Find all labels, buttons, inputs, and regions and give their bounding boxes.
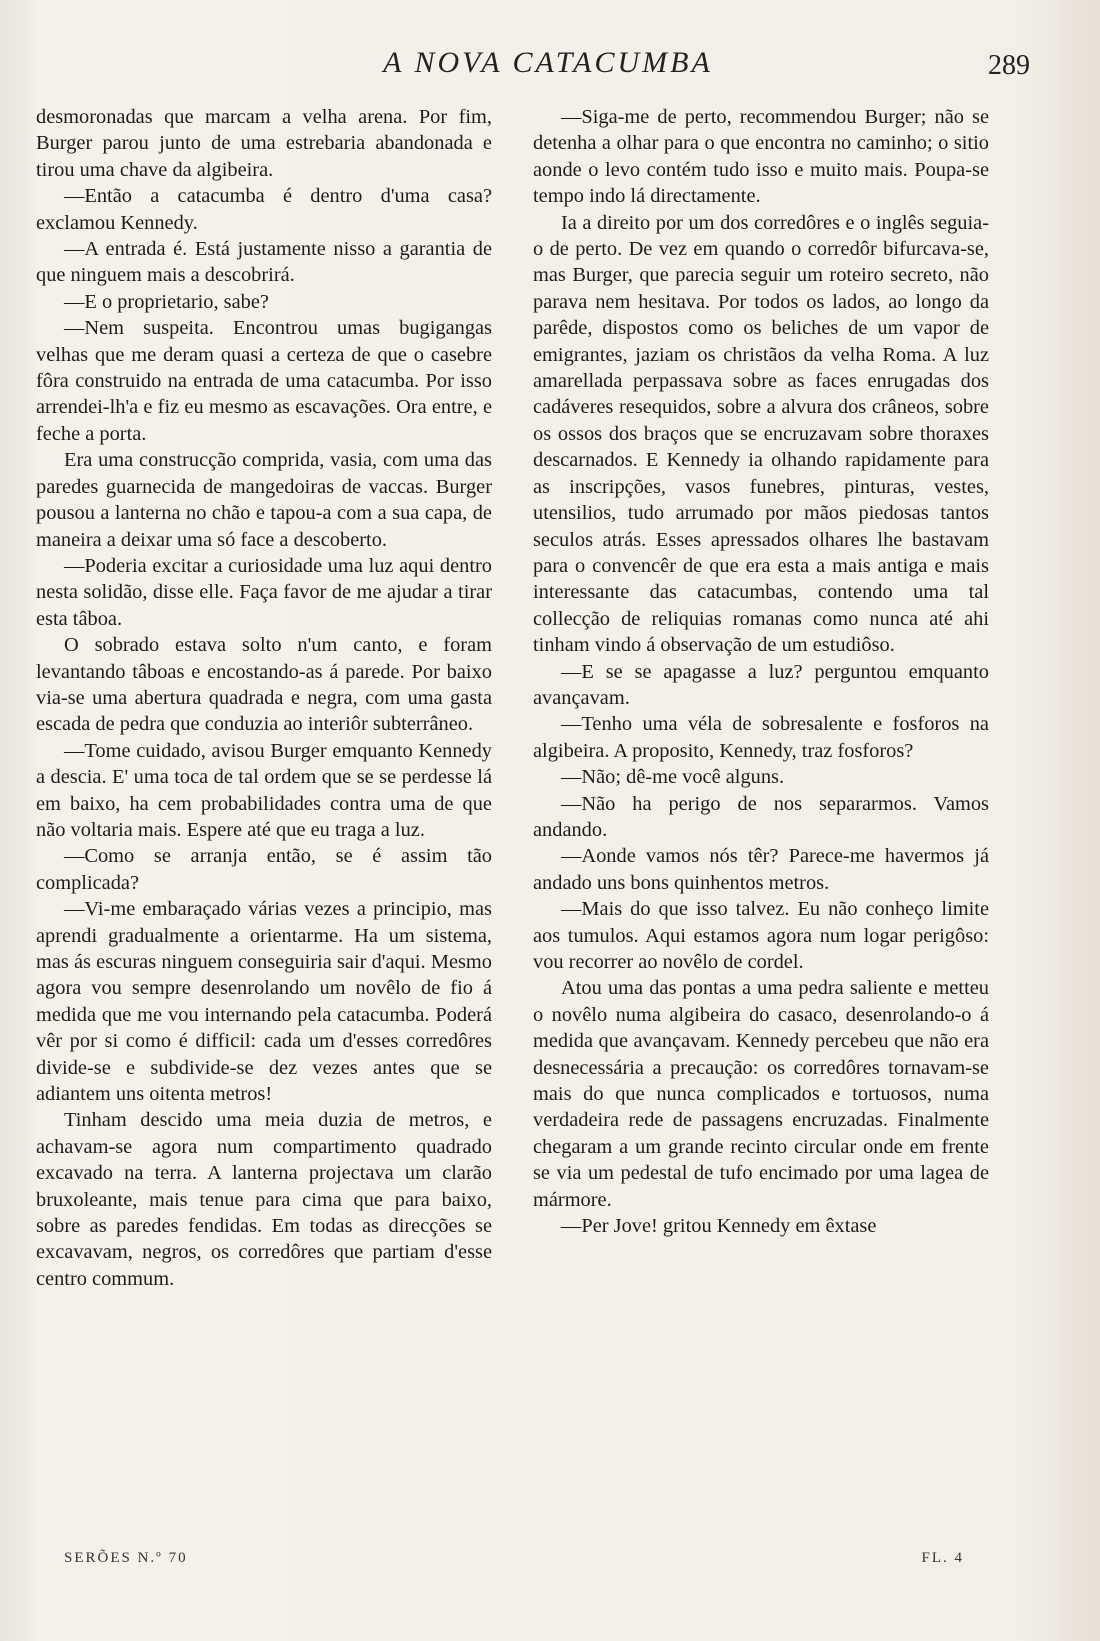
sheet-label: FL. 4 [921,1550,964,1566]
paragraph: Era uma construcção comprida, vasia, com uma das paredes guarnecida de mangedoiras de vaccas. Burger pousou a lanterna no chão e tapou-a com a sua capa, de maneira a deixar uma só face a descoberto. [36,449,492,551]
page-number: 289 [988,50,1030,81]
paragraph: —Vi-me embaraçado várias vezes a principio, mas aprendi gradualmente a orientarme. Ha um sistema, mas ás escuras ninguem conseguiria sair d'aqui. Mesmo agora vou sempre desenrolando um novêlo de fio á medida que me vou internando pela catacumba. Poderá vêr por si como é difficil: cada um d'esses corredôres divide-se e subdivide-se dez vezes antes que se adiantem uns oitenta metros! [36,898,492,1106]
page-header [36,46,1060,90]
paragraph: —Não; dê-me você alguns. [561,766,785,789]
paragraph: desmoronadas que marcam a velha arena. Por fim, Burger parou junto de uma estrebaria abandonada e tirou uma chave da algibeira. [36,106,492,181]
paragraph: —Aonde vamos nós têr? Parece-me havermos já andado uns bons quinhentos metros. [533,845,989,894]
paragraph: —Tome cuidado, avisou Burger emquanto Kennedy a descia. E' uma toca de tal ordem que se se perdesse lá em baixo, ha cem probabilidades contra uma de que não voltaria mais. Espere até que eu traga a luz. [36,739,492,841]
paragraph: —Não ha perigo de nos separarmos. Vamos andando. [533,792,989,841]
paragraph: Atou uma das pontas a uma pedra saliente e metteu o novêlo numa algibeira do casaco, desenrolando-o á medida que avançavam. Kennedy percebeu que não era desnecessária a precaução: os corredôres tornavam-se mais do que nunca complicados e tortuosos, numa verdadeira rede de passagens encruzadas. Finalmente chegaram a um grande recinto circular onde em frente se via um pedestal de tufo encimado por uma lagea de mármore. [533,977,989,1211]
paragraph: —Poderia excitar a curiosidade uma luz aqui dentro nesta solidão, disse elle. Faça favor de me ajudar a tirar esta tâboa. [36,554,492,630]
paragraph: —Como se arranja então, se é assim tão complicada? [36,845,492,894]
paragraph: —Tenho uma véla de sobresalente e fosforos na algibeira. A proposito, Kennedy, traz fosforos? [533,713,989,762]
paragraph: —Então a catacumba é dentro d'uma casa? exclamou Kennedy. [36,185,492,234]
paragraph: —E se se apagasse a luz? perguntou emquanto avançavam. [533,660,989,709]
running-title: A NOVA CATACUMBA [383,46,713,79]
paragraph: —Siga-me de perto, recommendou Burger; não se detenha a olhar para o que encontra no caminho; o sitio aonde o levo contém tudo isso e muito mais. Poupa-se tempo indo lá directamente. [533,106,989,208]
paragraph: —E o proprietario, sabe? [64,290,269,313]
paragraph: —A entrada é. Está justamente nisso a garantia de que ninguem mais a descobrirá. [36,238,492,287]
paragraph: —Nem suspeita. Encontrou umas bugigangas velhas que me deram quasi a certeza de que o casebre fôra construido na entrada de uma catacumba. Por isso arrendei-lh'a e fiz eu mesmo as escavações. Ora entre, e feche a porta. [36,317,492,445]
left-column [36,104,492,1292]
right-column [533,104,989,1239]
paragraph: Tinham descido uma meia duzia de metros, e achavam-se agora num compartimento quadrado excavado na terra. A lanterna projectava um clarão bruxoleante, mais tenue para cima que para baixo, sobre as paredes fendidas. Em todas as direcções se excavavam, negros, os corredôres que partiam d'esse centro commum. [36,1109,492,1290]
paragraph: O sobrado estava solto n'um canto, e foram levantando tâboas e encostando-as á parede. Por baixo via-se uma abertura quadrada e negra, com uma gasta escada de pedra que conduzia ao interiôr subterrâneo. [36,634,492,736]
paragraph: —Per Jove! gritou Kennedy em êxtase [561,1215,877,1238]
issue-label: SERÕES N.º 70 [64,1550,188,1566]
paragraph: —Mais do que isso talvez. Eu não conheço limite aos tumulos. Aqui estamos agora num logar perigôso: vou recorrer ao novêlo de cordel. [533,898,989,973]
page-footer [36,1550,1060,1574]
paragraph: Ia a direito por um dos corredôres e o inglês seguia-o de perto. De vez em quando o corredôr bifurcava-se, mas Burger, que parecia seguir um roteiro secreto, não parava nem hesitava. Por todos os lados, ao longo da parêde, dispostos como os beliches de um vapor de emigrantes, jaziam os christãos da velha Roma. A luz amarellada perpassava sobre as faces enrugadas dos cadáveres resequidos, sobre a alvura dos crâneos, sobre os ossos dos braços que se encruzavam sobre thoraxes descarnados. E Kennedy ia olhando rapidamente para as inscripções, vasos funebres, pinturas, vestes, utensilios, tudo arrumado por mãos piedosas tantos seculos atrás. Esses apressados olhares lhe bastavam para o convencêr de que era esta a mais antiga e mais interessante das catacumbas, contendo uma tal collecção de reliquias romanas como nunca até ahi tinham vindo á observação de um estudiôso. [533,211,989,657]
